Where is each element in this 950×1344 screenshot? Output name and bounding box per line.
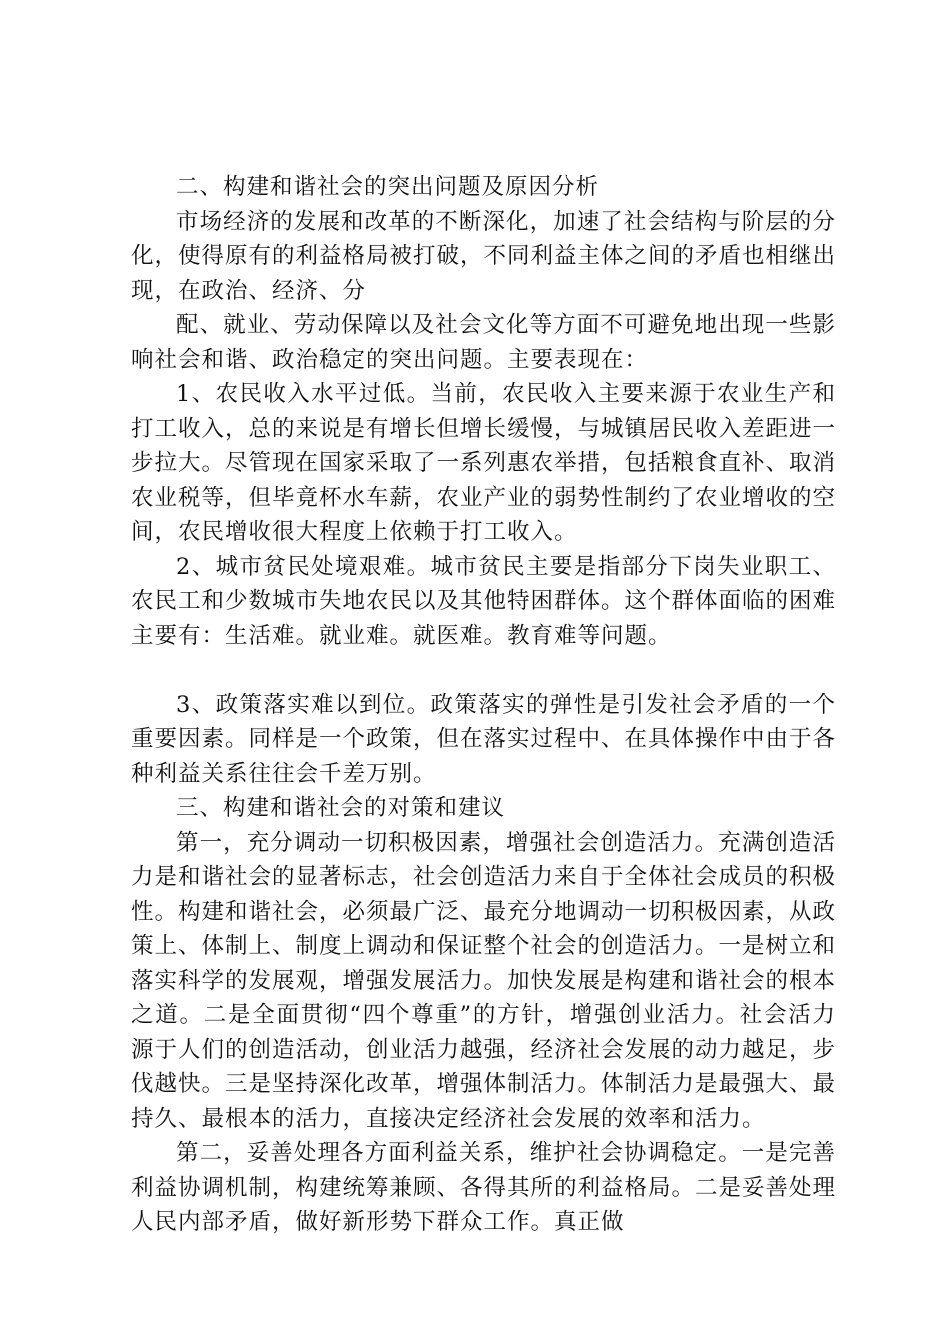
- list-item-3: 3、政策落实难以到位。政策落实的弹性是引发社会矛盾的一个重要因素。同样是一个政策，但在落实过程中、在具体操作中由于各种利益关系往往会千差万别。: [131, 691, 837, 787]
- list-item-2: 2、城市贫民处境艰难。城市贫民主要是指部分下岗失业职工、农民工和少数城市失地农民以及其他特困群体。这个群体面临的困难主要有：生活难。就业难。就医难。教育难等问题。: [131, 553, 837, 649]
- list-item-1: 1、农民收入水平过低。当前，农民收入主要来源于农业生产和打工收入，总的来说是有增长但增长缓慢，与城镇居民收入差距进一步拉大。尽管现在国家采取了一系列惠农举措，包括粮食直补、取消农业税等，但毕竟杯水车薪，农业产业的弱势性制约了农业增收的空间，农民增收很大程度上依赖于打工收入。: [131, 381, 837, 545]
- paragraph: 第一，充分调动一切积极因素，增强社会创造活力。充满创造活力是和谐社会的显著标志，社会创造活力来自于全体社会成员的积极性。构建和谐社会，必须最广泛、最充分地调动一切积极因素，从政策上、体制上、制度上调动和保证整个社会的创造活力。一是树立和落实科学的发展观，增强发展活力。加快发展是构建和谐社会的根本之道。二是全面贯彻“四个尊重”的方针，增强创业活力。社会活力源于人们的创造活动，创业活力越强，经济社会发展的动力越足，步伐越快。三是坚持深化改革，增强体制活力。体制活力是最强大、最持久、最根本的活力，直接决定经济社会发展的效率和活力。: [131, 829, 837, 1132]
- document-body: [131, 170, 836, 1240]
- blank-line: [131, 653, 836, 688]
- paragraph: 第二，妥善处理各方面利益关系，维护社会协调稳定。一是完善利益协调机制，构建统筹兼顾、各得其所的利益格局。二是妥善处理人民内部矛盾，做好新形势下群众工作。真正做: [131, 1140, 837, 1235]
- paragraph: 配、就业、劳动保障以及社会文化等方面不可避免地出现一些影响社会和谐、政治稳定的突出问题。主要表现在：: [131, 312, 836, 373]
- section-heading-2: 二、构建和谐社会的突出问题及原因分析: [176, 174, 600, 200]
- section-heading-3: 三、构建和谐社会的对策和建议: [176, 795, 506, 821]
- paragraph: 市场经济的发展和改革的不断深化，加速了社会结构与阶层的分化，使得原有的利益格局被打破，不同利益主体之间的矛盾也相继出现，在政治、经济、分: [131, 208, 837, 304]
